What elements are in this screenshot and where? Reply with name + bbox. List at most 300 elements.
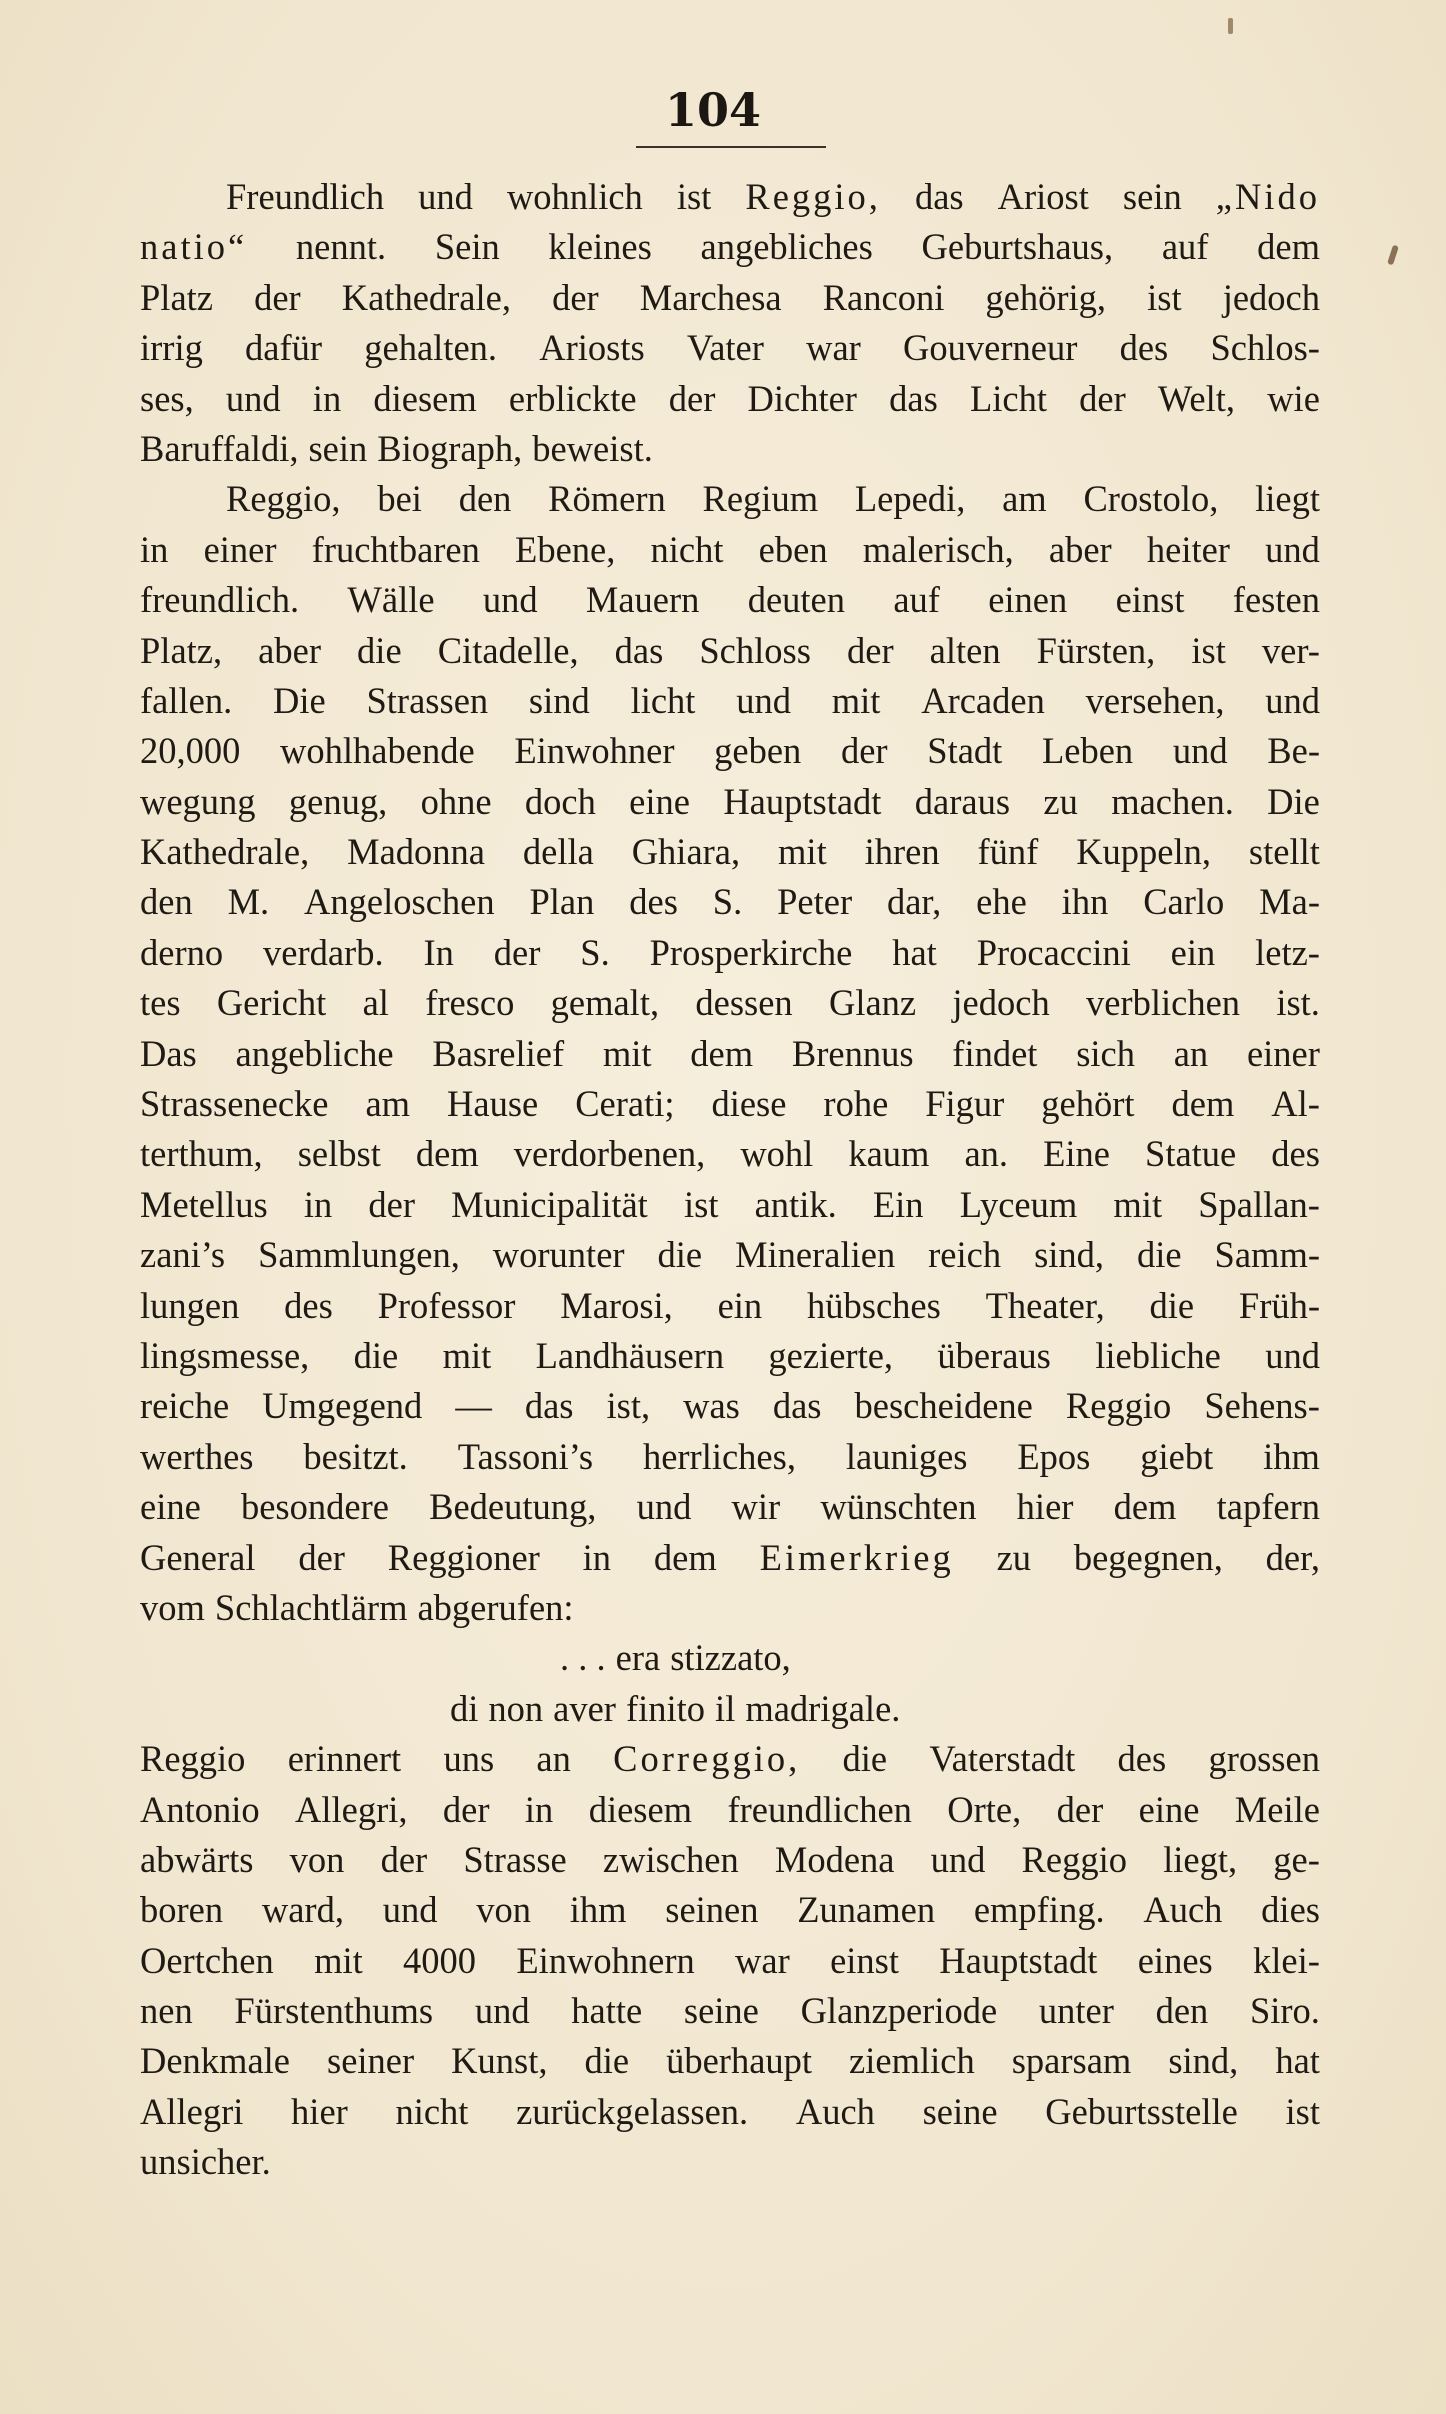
word: festen xyxy=(1232,579,1320,621)
word: nicht xyxy=(650,528,724,570)
word: diesem xyxy=(588,1788,693,1830)
word: der xyxy=(298,1536,345,1578)
word: Geburtsstelle xyxy=(1045,2090,1238,2132)
word: dessen xyxy=(695,982,793,1024)
word: Zunamen xyxy=(797,1889,936,1931)
word: Spallan- xyxy=(1198,1183,1320,1225)
word: Regium xyxy=(702,478,819,520)
word: ge- xyxy=(1273,1838,1320,1880)
word: einer xyxy=(203,528,277,570)
text-line xyxy=(140,928,1320,978)
word: abwärts xyxy=(140,1838,254,1880)
word: in xyxy=(140,528,169,570)
word: Die xyxy=(1267,780,1320,822)
text-line xyxy=(140,827,1320,877)
word: Peter xyxy=(777,881,853,923)
word: ihm xyxy=(569,1889,627,1931)
word: tes xyxy=(140,982,181,1024)
word: letz- xyxy=(1255,931,1320,973)
word: werthes xyxy=(140,1435,254,1477)
text-line xyxy=(140,1482,1320,1532)
word: und xyxy=(736,679,791,721)
word: Ebene, xyxy=(515,528,616,570)
word: die xyxy=(657,1234,703,1276)
word: Ma- xyxy=(1259,881,1320,923)
word: stizzato, xyxy=(670,1637,791,1679)
word: das xyxy=(614,629,664,671)
word: das xyxy=(772,1385,822,1427)
word: Vaterstadt xyxy=(929,1738,1076,1780)
margin-mark xyxy=(1387,245,1399,266)
word: Ariost xyxy=(997,176,1089,217)
word: die xyxy=(353,1334,399,1376)
word: Professor xyxy=(377,1284,516,1326)
word: erinnert xyxy=(287,1738,402,1780)
word: diese xyxy=(711,1083,787,1125)
word: reich xyxy=(928,1234,1002,1276)
word: geben xyxy=(714,730,802,772)
word: die xyxy=(842,1738,888,1780)
word: Einwohnern xyxy=(516,1939,695,1981)
word: Ein xyxy=(872,1183,924,1225)
text-line xyxy=(140,1230,1320,1280)
word: das xyxy=(914,176,964,217)
word: doch xyxy=(524,780,596,822)
word: die xyxy=(357,629,402,671)
word: della xyxy=(522,831,594,873)
word: finito xyxy=(625,1687,706,1729)
word: gemalt, xyxy=(550,982,660,1024)
text-line xyxy=(140,1885,1320,1935)
text-line xyxy=(140,1533,1320,1583)
text-line xyxy=(140,1936,1320,1986)
text-line xyxy=(140,1734,1320,1784)
word: hier xyxy=(291,2090,348,2132)
word: ist xyxy=(1191,629,1226,671)
word: zurückgelassen. xyxy=(516,2090,749,2132)
word: S. xyxy=(580,931,610,973)
word: der xyxy=(442,1788,490,1830)
word: Municipalität xyxy=(451,1183,648,1225)
word: beweist. xyxy=(532,427,653,469)
word: des xyxy=(1119,327,1169,369)
word: Kunst, xyxy=(451,2040,548,2082)
word: daraus xyxy=(914,780,1011,822)
word: nicht xyxy=(395,2090,469,2132)
word: licht xyxy=(630,679,696,721)
word: il xyxy=(715,1687,736,1729)
word: dar, xyxy=(886,881,942,923)
word: und xyxy=(482,579,538,621)
word: gezierte, xyxy=(768,1334,894,1376)
word: der xyxy=(668,377,716,419)
word: derno xyxy=(140,931,224,973)
body-text xyxy=(140,172,1320,2188)
word: aber xyxy=(258,629,321,671)
text-line xyxy=(140,474,1320,524)
word: malerisch, xyxy=(862,528,1014,570)
word: Carlo xyxy=(1143,881,1225,923)
text-line xyxy=(140,1381,1320,1431)
word: einer xyxy=(1246,1032,1320,1074)
word: verdarb. xyxy=(263,931,384,973)
word: Sein xyxy=(434,226,500,268)
word: jedoch xyxy=(952,982,1050,1024)
word: Brennus xyxy=(791,1032,914,1074)
word: am xyxy=(1002,478,1047,520)
word: dem xyxy=(653,1536,717,1578)
word: Schlachtlärm xyxy=(214,1586,408,1628)
text-line xyxy=(140,1129,1320,1179)
word: die xyxy=(1137,1234,1182,1276)
word: den xyxy=(1155,1990,1209,2032)
word: ein xyxy=(717,1284,763,1326)
word: Ranconi xyxy=(822,276,945,318)
word: Crostolo, xyxy=(1083,478,1219,520)
word: M. xyxy=(227,881,270,923)
word: angebliche xyxy=(235,1032,394,1074)
word: Reggio xyxy=(1021,1838,1127,1880)
word: überhaupt xyxy=(666,2040,813,2082)
word: freundlichen xyxy=(727,1788,912,1830)
word: fresco xyxy=(425,982,515,1024)
word: seine xyxy=(683,1990,759,2032)
word: findet xyxy=(952,1032,1038,1074)
word: Reggio xyxy=(1065,1385,1172,1427)
word: Freundlich xyxy=(226,176,385,217)
word: Früh- xyxy=(1238,1284,1320,1326)
word: versehen, xyxy=(1085,679,1225,721)
word: selbst xyxy=(297,1133,381,1175)
word: Prosperkirche xyxy=(649,931,853,973)
word: Basrelief xyxy=(432,1032,565,1074)
word: sind, xyxy=(1168,2040,1239,2082)
word: war xyxy=(735,1939,790,1981)
word: lingsmesse, xyxy=(140,1334,310,1376)
word: gehalten. xyxy=(364,327,498,369)
word: boren xyxy=(140,1889,224,1931)
word: ihm xyxy=(1263,1435,1320,1477)
word: Landhäusern xyxy=(535,1334,725,1376)
word: aber xyxy=(1048,528,1112,570)
text-line xyxy=(140,1180,1320,1230)
text-line xyxy=(140,2036,1320,2086)
word: mit xyxy=(1113,1183,1163,1225)
word: empfing. xyxy=(973,1889,1105,1931)
word: ihn xyxy=(1061,881,1109,923)
word: Kathedrale, xyxy=(140,831,310,873)
word: liegt xyxy=(1255,478,1320,520)
text-line xyxy=(140,222,1320,272)
word: ist, xyxy=(606,1385,651,1427)
word: natio“ xyxy=(140,226,248,268)
word: wohnlich xyxy=(506,176,643,217)
word: Angeloschen xyxy=(304,881,495,923)
word: Baruffaldi, xyxy=(140,427,299,469)
word: das xyxy=(889,377,938,419)
word: von xyxy=(289,1838,345,1880)
word: di xyxy=(450,1687,479,1729)
word: 4000 xyxy=(403,1939,477,1981)
word: ver- xyxy=(1261,629,1320,671)
word: Welt, xyxy=(1157,377,1236,419)
word: eine xyxy=(629,780,690,822)
word: Strassen xyxy=(366,679,489,721)
word: Strassenecke xyxy=(140,1083,329,1125)
word: Plan xyxy=(529,881,595,923)
word: und xyxy=(636,1486,692,1528)
word: sein xyxy=(308,427,368,469)
word: hat xyxy=(892,931,937,973)
word: Fürstenthums xyxy=(234,1990,434,2032)
word: Citadelle, xyxy=(437,629,579,671)
word: Glanzperiode xyxy=(800,1990,998,2032)
word: der xyxy=(1079,377,1126,419)
word: wir xyxy=(731,1486,781,1528)
word: an. xyxy=(964,1133,1009,1175)
text-line xyxy=(140,978,1320,1028)
word: angebliches xyxy=(700,226,873,268)
word: Strasse xyxy=(463,1838,567,1880)
text-line xyxy=(140,726,1320,776)
word: Cerati; xyxy=(575,1083,675,1125)
word: des xyxy=(284,1284,333,1326)
word: Gericht xyxy=(216,982,327,1024)
word: Schloss xyxy=(699,629,811,671)
word: kleines xyxy=(548,226,652,268)
word: Ghiara, xyxy=(631,831,741,873)
word: fünf xyxy=(977,831,1039,873)
word: hier xyxy=(1016,1486,1074,1528)
word: liebliche xyxy=(1095,1334,1221,1376)
word: Wälle xyxy=(347,579,435,621)
word: Lepedi, xyxy=(854,478,966,520)
word: den xyxy=(140,881,193,923)
word: an xyxy=(1173,1032,1209,1074)
word: abgerufen: xyxy=(417,1586,574,1628)
word: die xyxy=(1149,1284,1195,1326)
word: mit xyxy=(602,1032,652,1074)
word: dem xyxy=(1171,1083,1235,1125)
word: Figur xyxy=(925,1083,1005,1125)
word: Stadt xyxy=(927,730,1003,772)
word: ihren xyxy=(864,831,940,873)
word: bescheidene xyxy=(854,1385,1033,1427)
word: das xyxy=(524,1385,574,1427)
word: dafür xyxy=(245,327,323,369)
word: Vater xyxy=(686,327,764,369)
word: — xyxy=(455,1385,492,1427)
text-line xyxy=(140,2137,1320,2187)
word: nennt. xyxy=(295,226,387,268)
word: gehört xyxy=(1041,1083,1135,1125)
word: Reggio, xyxy=(745,176,881,217)
word: gehörig, xyxy=(985,276,1107,318)
text-line xyxy=(140,1432,1320,1482)
text-line xyxy=(140,1633,1320,1683)
word: rohe xyxy=(823,1083,889,1125)
word: am xyxy=(365,1083,411,1125)
word: Mineralien xyxy=(735,1234,896,1276)
word: Arcaden xyxy=(921,679,1045,721)
word: Sammlungen, xyxy=(258,1234,460,1276)
word: In xyxy=(423,931,454,973)
word: Modena xyxy=(774,1838,895,1880)
word: era xyxy=(615,1637,661,1679)
word: Kuppeln, xyxy=(1076,831,1212,873)
word: Mauern xyxy=(585,579,700,621)
word: eben xyxy=(758,528,828,570)
word: und xyxy=(1265,679,1320,721)
word: mit xyxy=(778,831,827,873)
word: und xyxy=(1172,730,1228,772)
word: ist xyxy=(676,176,712,217)
word: und xyxy=(1265,528,1320,570)
text-line xyxy=(140,1835,1320,1885)
text-line xyxy=(140,575,1320,625)
word: erblickte xyxy=(508,377,637,419)
word: Geburtshaus, xyxy=(921,226,1114,268)
word: an xyxy=(536,1738,571,1780)
word: dem xyxy=(415,1133,479,1175)
text-line xyxy=(140,1331,1320,1381)
word: fallen. xyxy=(140,679,233,721)
word: Dichter xyxy=(747,377,857,419)
word: der xyxy=(847,629,894,671)
word: mit xyxy=(442,1334,492,1376)
word: stellt xyxy=(1248,831,1320,873)
word: verblichen xyxy=(1085,982,1241,1024)
word: ziemlich xyxy=(849,2040,975,2082)
word: Denkmale xyxy=(140,2040,290,2082)
word: sparsam xyxy=(1011,2040,1132,2082)
word: ist. xyxy=(1276,982,1320,1024)
text-line xyxy=(140,273,1320,323)
word: al xyxy=(362,982,389,1024)
word: Procaccini xyxy=(976,931,1131,973)
word: Gouverneur xyxy=(903,327,1078,369)
word: launiges xyxy=(845,1435,968,1477)
word: „Nido xyxy=(1215,176,1320,217)
word: des xyxy=(1117,1738,1167,1780)
word: des xyxy=(1271,1133,1320,1175)
word: worunter xyxy=(492,1234,625,1276)
word: in xyxy=(312,377,342,419)
word: sein xyxy=(1122,176,1182,217)
paper-blemish xyxy=(1228,18,1233,34)
word: dem xyxy=(690,1032,754,1074)
text-line xyxy=(140,1583,1320,1633)
word: non xyxy=(488,1687,544,1729)
word: terthum, xyxy=(140,1133,263,1175)
word: Reggio xyxy=(140,1738,246,1780)
word: die xyxy=(584,2040,630,2082)
word: zu xyxy=(996,1536,1032,1578)
word: wohlhabende xyxy=(280,730,475,772)
word: kaum xyxy=(848,1133,930,1175)
word: Allegri xyxy=(140,2090,244,2132)
text-line xyxy=(140,1281,1320,1331)
word: Sehens- xyxy=(1204,1385,1320,1427)
word: Oertchen xyxy=(140,1939,274,1981)
word: Hauptstadt xyxy=(723,780,882,822)
word: wohl xyxy=(740,1133,814,1175)
word: auf xyxy=(893,579,940,621)
word: Das xyxy=(140,1032,197,1074)
word: Kathedrale, xyxy=(341,276,511,318)
word: General xyxy=(140,1536,256,1578)
word: machen. xyxy=(1111,780,1234,822)
word: aver xyxy=(553,1687,616,1729)
word: unter xyxy=(1038,1990,1114,2032)
word: reiche xyxy=(140,1385,230,1427)
word: zwischen xyxy=(602,1838,739,1880)
word: und xyxy=(930,1838,986,1880)
word: Eimerkrieg xyxy=(759,1536,954,1578)
word: S. xyxy=(712,881,743,923)
word: Theater, xyxy=(985,1284,1105,1326)
word: . . . xyxy=(560,1637,606,1679)
word: was xyxy=(683,1385,740,1427)
word: hatte xyxy=(571,1990,643,2032)
word: den xyxy=(458,478,512,520)
word: Hauptstadt xyxy=(939,1939,1098,1981)
word: alten xyxy=(929,629,1001,671)
word: Marosi, xyxy=(560,1284,673,1326)
text-line xyxy=(140,172,1320,222)
word: unsicher. xyxy=(140,2141,271,2183)
word: liegt, xyxy=(1163,1838,1238,1880)
word: Madonna xyxy=(347,831,485,873)
word: tapfern xyxy=(1216,1486,1320,1528)
word: begegnen, xyxy=(1073,1536,1223,1578)
word: sich xyxy=(1076,1032,1135,1074)
word: Reggioner xyxy=(387,1536,540,1578)
word: und xyxy=(225,377,281,419)
word: Allegri, xyxy=(295,1788,408,1830)
word: in xyxy=(524,1788,554,1830)
word: von xyxy=(476,1889,531,1931)
word: diesem xyxy=(373,377,477,419)
word: grossen xyxy=(1208,1738,1320,1780)
word: bei xyxy=(377,478,422,520)
word: und xyxy=(1265,1334,1320,1376)
word: dem xyxy=(1113,1486,1177,1528)
word: dies xyxy=(1261,1889,1320,1931)
word: ist xyxy=(683,1183,719,1225)
word: Einwohner xyxy=(514,730,675,772)
word: hat xyxy=(1275,2040,1320,2082)
word: seiner xyxy=(327,2040,415,2082)
word: ein xyxy=(1170,931,1216,973)
word: besondere xyxy=(240,1486,389,1528)
text-line xyxy=(140,1684,1320,1734)
word: uns xyxy=(443,1738,495,1780)
word: Siro. xyxy=(1249,1990,1320,2032)
word: klei- xyxy=(1253,1939,1320,1981)
word: madrigale. xyxy=(745,1687,901,1729)
word: zu xyxy=(1043,780,1078,822)
word: eine xyxy=(1138,1788,1200,1830)
word: Meile xyxy=(1234,1788,1320,1830)
word: nen xyxy=(140,1990,193,2032)
word: herrliches, xyxy=(642,1435,796,1477)
word: Eine xyxy=(1043,1133,1110,1175)
page-number: 104 xyxy=(664,83,762,137)
word: Römern xyxy=(548,478,666,520)
word: war xyxy=(806,327,861,369)
word: zani’s xyxy=(140,1234,226,1276)
